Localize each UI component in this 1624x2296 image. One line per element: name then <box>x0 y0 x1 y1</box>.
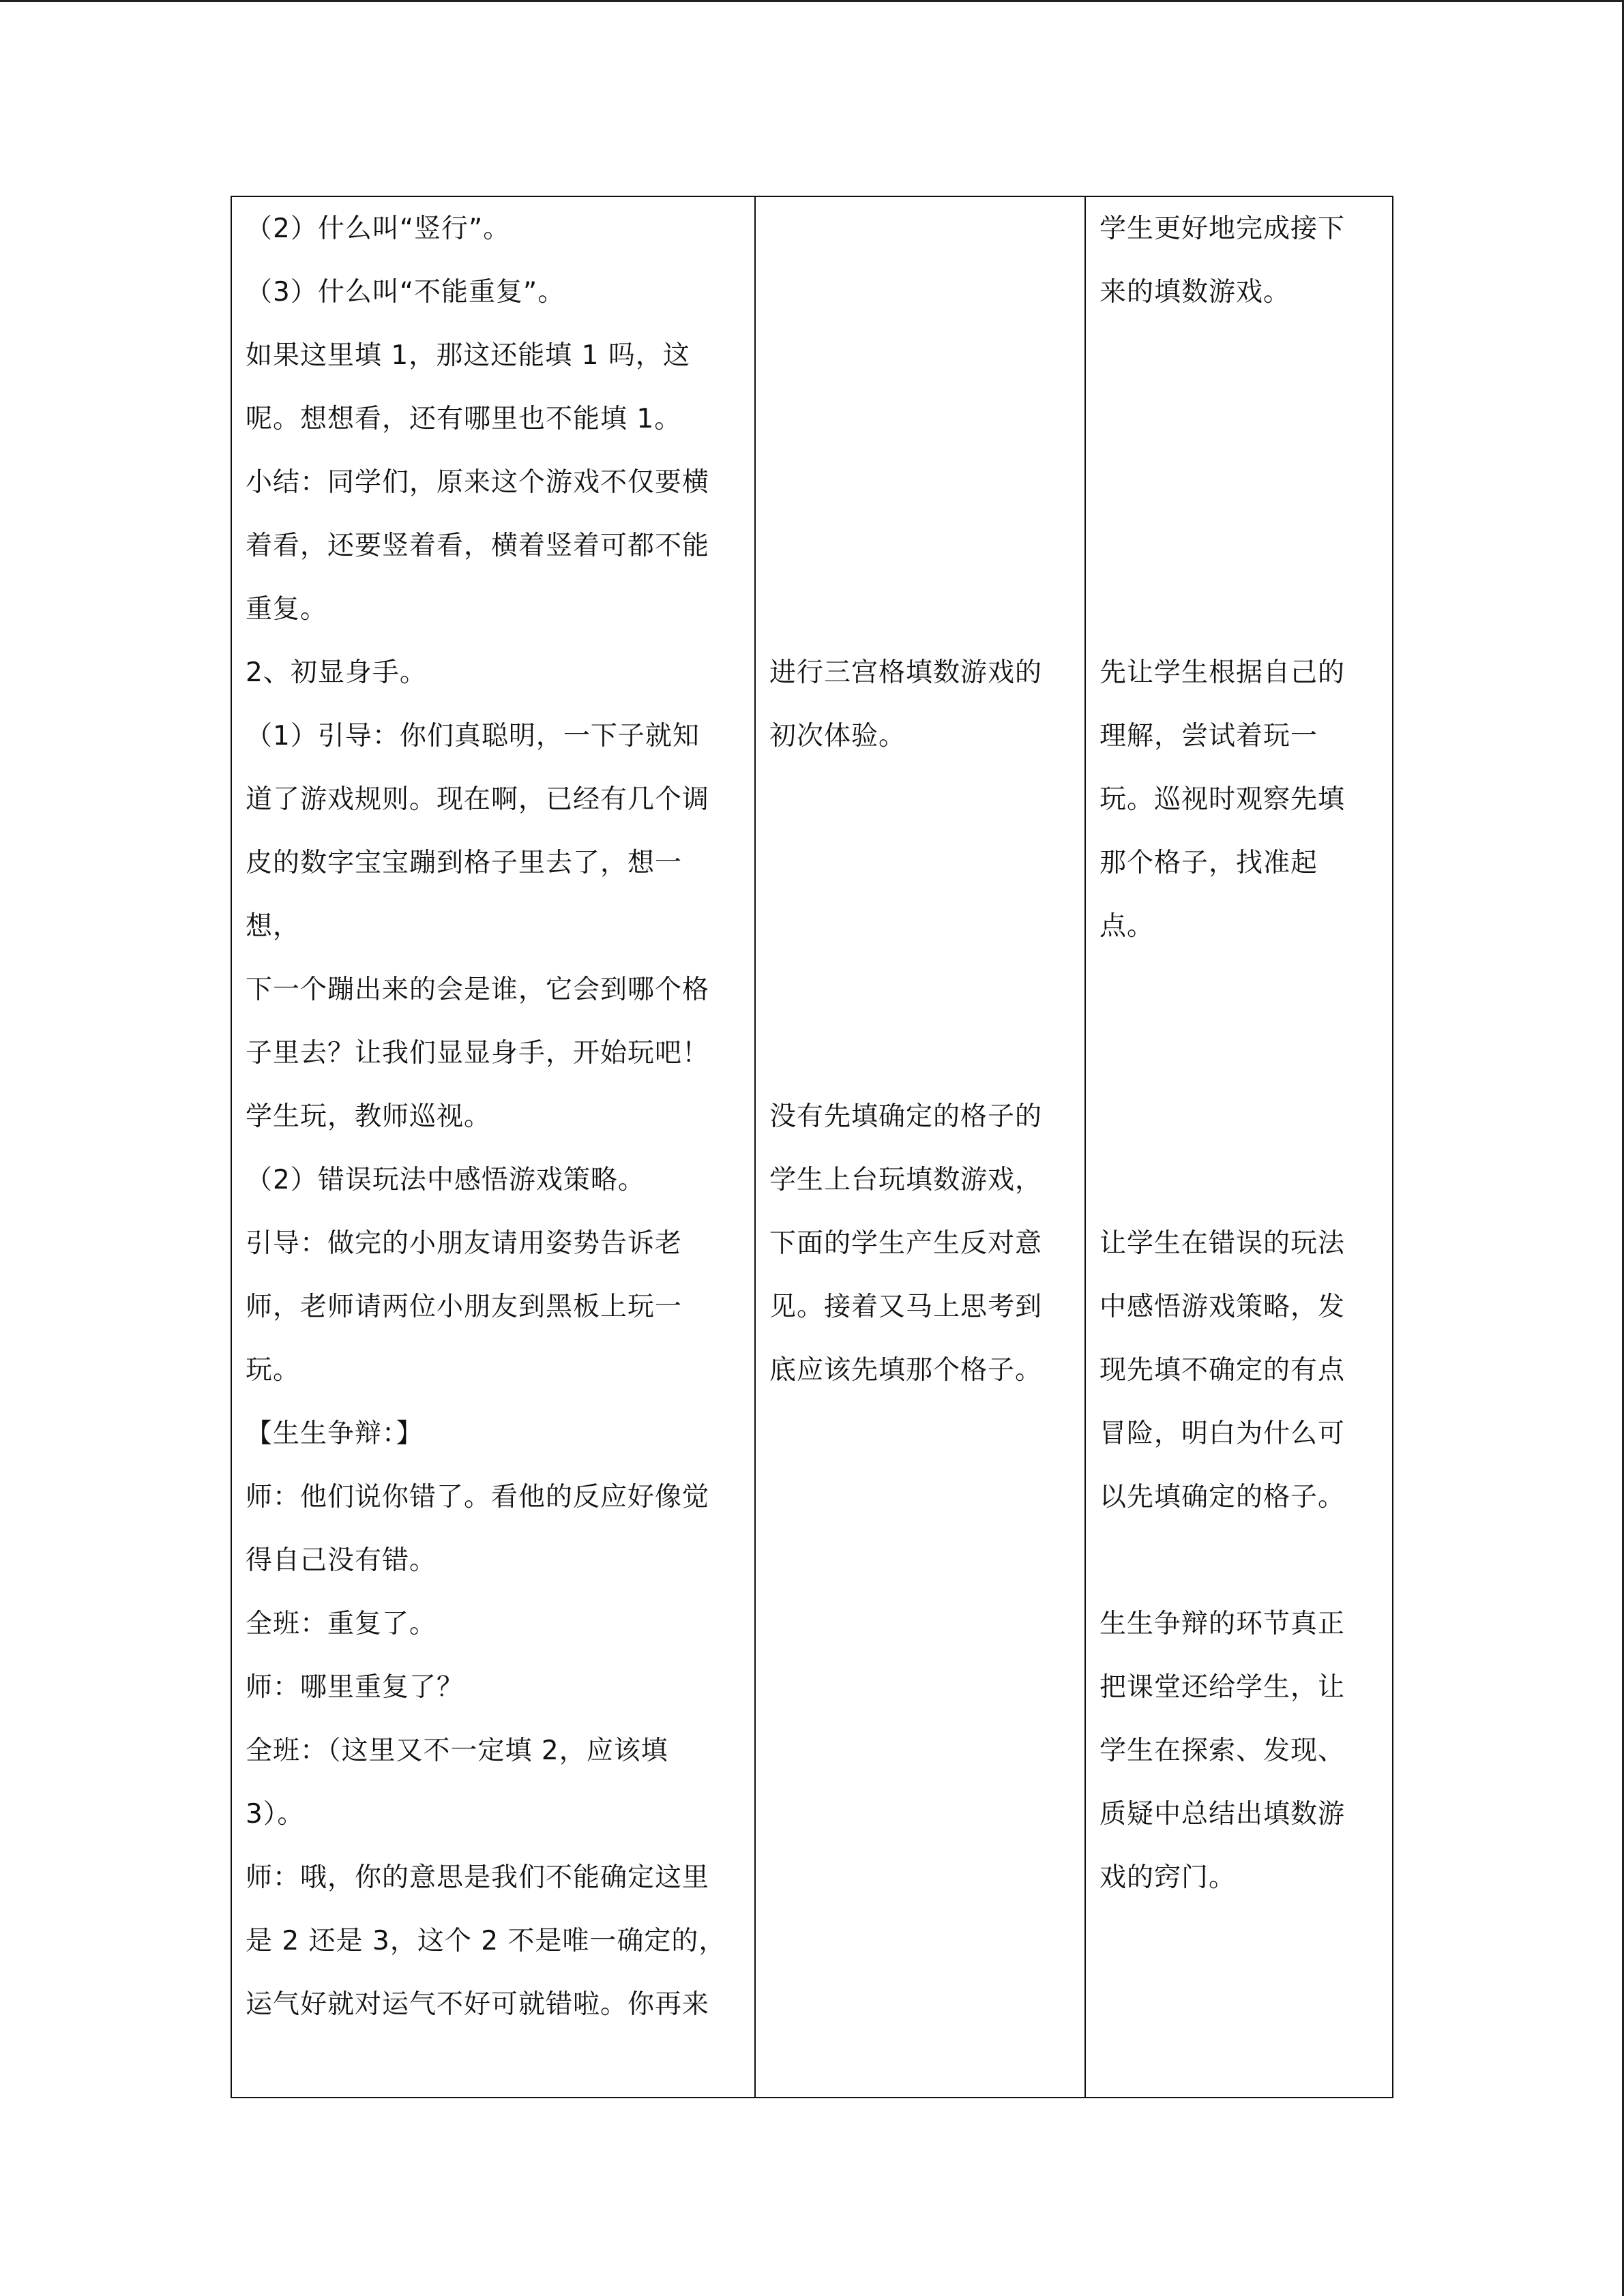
teaching-process-line: 全班：重复了。 <box>246 1609 437 1639</box>
teaching-process-line: 重复。 <box>246 594 328 625</box>
lesson-plan-table <box>231 196 1393 2098</box>
teaching-process-line: （2）什么叫“竖行”。 <box>246 213 511 244</box>
design-intent-line: 学生更好地完成接下 <box>1099 213 1346 244</box>
design-intent-line: 以先填确定的格子。 <box>1099 1482 1346 1512</box>
design-intent-line: 生生争辩的环节真正 <box>1099 1609 1346 1639</box>
design-intent-line: 先让学生根据自己的 <box>1099 657 1346 688</box>
teaching-process-line: 全班：（这里又不一定填 2，应该填 <box>246 1735 668 1766</box>
teaching-process-line: 如果这里填 1，那这还能填 1 吗，这 <box>246 340 690 371</box>
teaching-process-line: （2）错误玩法中感悟游戏策略。 <box>246 1165 645 1195</box>
teaching-process-line: 3）。 <box>246 1799 305 1830</box>
teaching-process-line: 得自己没有错。 <box>246 1545 437 1576</box>
student-activity-line: 初次体验。 <box>769 721 906 751</box>
student-activity-line: 进行三宫格填数游戏的 <box>769 657 1043 688</box>
teaching-process-line: 呢。想想看，还有哪里也不能填 1。 <box>246 404 682 434</box>
design-intent-line: 戏的窍门。 <box>1099 1862 1237 1893</box>
teaching-process-line: （3）什么叫“不能重复”。 <box>246 277 565 308</box>
teaching-process-line: （1）引导：你们真聪明，一下子就知 <box>246 721 700 751</box>
design-intent-line: 来的填数游戏。 <box>1099 277 1291 308</box>
teaching-process-line: 学生玩，教师巡视。 <box>246 1101 492 1132</box>
design-intent-line: 理解，尝试着玩一 <box>1099 721 1318 751</box>
design-intent-line: 玩。巡视时观察先填 <box>1099 784 1346 815</box>
design-intent-line: 学生在探索、发现、 <box>1099 1735 1346 1766</box>
design-intent-line: 把课堂还给学生，让 <box>1099 1672 1346 1703</box>
student-activity-line: 学生上台玩填数游戏， <box>769 1165 1043 1195</box>
design-intent-line: 现先填不确定的有点 <box>1099 1355 1346 1386</box>
student-activity-line: 下面的学生产生反对意 <box>769 1228 1043 1259</box>
teaching-process-line: 玩。 <box>246 1355 301 1386</box>
teaching-process-line: 师：哪里重复了？ <box>246 1672 464 1703</box>
teaching-process-line: 小结：同学们，原来这个游戏不仅要横 <box>246 467 710 498</box>
design-intent-line: 那个格子，找准起 <box>1099 848 1318 878</box>
page-top-border <box>0 0 1624 2</box>
design-intent-line: 冒险，明白为什么可 <box>1099 1418 1346 1449</box>
teaching-process-line: 皮的数字宝宝蹦到格子里去了，想一 <box>246 848 683 878</box>
teaching-process-line: 师：哦，你的意思是我们不能确定这里 <box>246 1862 710 1893</box>
student-activity-line: 没有先填确定的格子的 <box>769 1101 1043 1132</box>
teaching-process-line: 引导：做完的小朋友请用姿势告诉老 <box>246 1228 683 1259</box>
student-activity-line: 底应该先填那个格子。 <box>769 1355 1043 1386</box>
student-activity-line: 见。接着又马上思考到 <box>769 1292 1043 1322</box>
column-divider-1 <box>754 197 756 2097</box>
teaching-process-line: 【生生争辩：】 <box>246 1418 424 1449</box>
design-intent-line: 点。 <box>1099 911 1155 942</box>
teaching-process-line: 着看，还要竖着看，横着竖着可都不能 <box>246 531 710 561</box>
design-intent-line: 质疑中总结出填数游 <box>1099 1799 1346 1830</box>
teaching-process-line: 师：他们说你错了。看他的反应好像觉 <box>246 1482 710 1512</box>
design-intent-line: 中感悟游戏策略，发 <box>1099 1292 1346 1322</box>
teaching-process-line: 师，老师请两位小朋友到黑板上玩一 <box>246 1292 683 1322</box>
column-divider-2 <box>1084 197 1086 2097</box>
teaching-process-line: 运气好就对运气不好可就错啦。你再来 <box>246 1989 710 2020</box>
teaching-process-line: 2、初显身手。 <box>246 657 427 688</box>
design-intent-line: 让学生在错误的玩法 <box>1099 1228 1346 1259</box>
teaching-process-line: 想， <box>246 911 301 942</box>
teaching-process-line: 道了游戏规则。现在啊，已经有几个调 <box>246 784 710 815</box>
teaching-process-line: 是 2 还是 3，这个 2 不是唯一确定的， <box>246 1926 726 1956</box>
teaching-process-line: 子里去？让我们显显身手，开始玩吧！ <box>246 1038 710 1069</box>
teaching-process-line: 下一个蹦出来的会是谁，它会到哪个格 <box>246 974 710 1005</box>
